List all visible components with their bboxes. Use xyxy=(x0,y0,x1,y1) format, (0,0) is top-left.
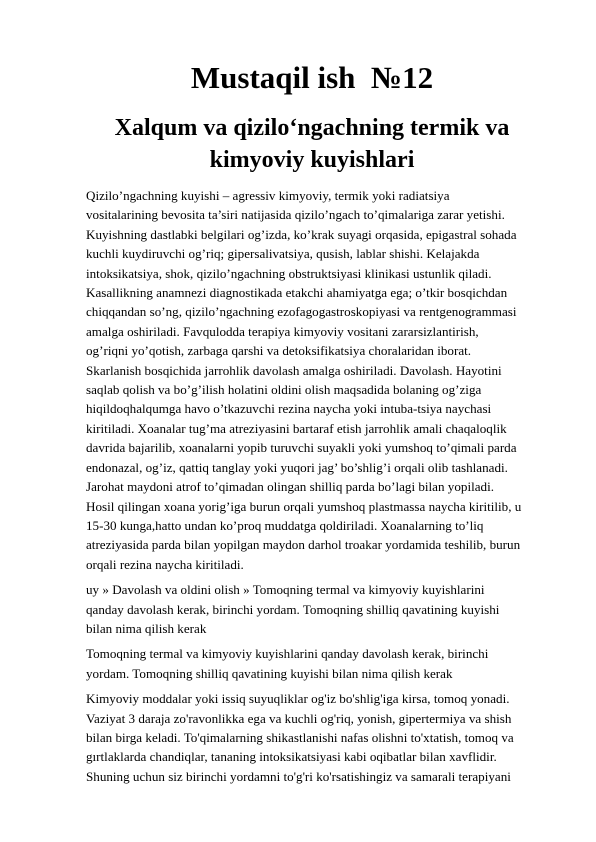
paragraph-line: Kimyoviy moddalar yoki issiq suyuqliklar og'iz bo'shlig'iga kirsa, tomoq yonadi. xyxy=(86,691,510,707)
paragraph-line: Jarohat maydoni atrof to’qimadan olingan shilliq parda bo’lagi bilan yopiladi. xyxy=(86,479,494,495)
paragraph-line: saqlab qolish va bo’g’ilish holatini oldini olish maqsadida bolaning og’ziga xyxy=(86,382,482,398)
paragraph-line: amalga oshiriladi. Favqulodda terapiya kimyoviy vositani zararsizlantirish, xyxy=(86,323,479,339)
paragraph-line: Skarlanish bosqichida jarrohlik davolash amalga oshiriladi. Davolash. Hayotini xyxy=(86,362,502,378)
paragraph-line: Kuyishning dastlabki belgilari og’izda, ko’krak suyagi orqasida, epigastral sohada xyxy=(86,226,517,242)
document-subtitle xyxy=(86,112,538,176)
paragraph xyxy=(86,580,538,638)
paragraph-line: davrida bajarilib, xoanalarni yopib turuvchi suyakli yoki yumshoq to’qimali parda xyxy=(86,440,517,456)
paragraph-line: intoksikatsiya, shok, qizilo’ngachning obstruktsiyasi klinikasi ustunlik qiladi. xyxy=(86,265,492,281)
paragraph xyxy=(86,644,538,683)
subtitle-line: kimyoviy kuyishlari xyxy=(209,147,415,173)
paragraph-line: uy » Davolash va oldini olish » Tomoqning termal va kimyoviy kuyishlarini xyxy=(86,582,485,598)
paragraph xyxy=(86,689,538,786)
paragraph-line: orqali rezina naycha kiritiladi. xyxy=(86,556,244,572)
paragraph-line: kiritiladi. Xoanalar tug’ma atreziyasini bartaraf etish jarrohlik amali chaqaloqlik xyxy=(86,420,507,436)
document-body xyxy=(86,186,538,786)
paragraph-line: 15-30 kunga,hatto undan ko’proq muddatga qoldiriladi. Xoanalarning to’liq xyxy=(86,517,484,533)
paragraph-line: atreziyasida parda bilan yopilgan maydon darhol troakar yordamida teshilib, burun xyxy=(86,537,521,553)
paragraph-line: yordam. Tomoqning shilliq qavatining kuyishi bilan nima qilish kerak xyxy=(86,665,453,681)
paragraph-line: Vaziyat 3 daraja zo'ravonlikka ega va kuchli og'riq, yonish, gipertermiya va shish xyxy=(86,710,512,726)
paragraph-line: bilan nima qilish kerak xyxy=(86,620,207,636)
paragraph-line: qanday davolash kerak, birinchi yordam. Tomoqning shilliq qavatining kuyishi xyxy=(86,601,500,617)
paragraph-line: kuchli kuydiruvchi og’riq; gipersalivatsiya, qusish, lablar shishi. Kelajakda xyxy=(86,246,480,262)
paragraph-line: og’riqni yo’qotish, zarbaga qarshi va detoksifikatsiya choralaridan iborat. xyxy=(86,343,472,359)
paragraph-line: endonazal, og’iz, qattiq tanglay yoki yuqori jag’ bo’shlig’i orqali olib tashlanadi. xyxy=(86,459,508,475)
paragraph-line: vositalarining bevosita ta’siri natijasida qizilo’ngach to’qimalariga zarar yetishi. xyxy=(86,207,505,223)
paragraph xyxy=(86,186,538,574)
subtitle-line: Xalqum va qizilo‘ngachning termik va xyxy=(114,115,510,141)
document-title: Mustaqil ish №12 xyxy=(190,60,434,95)
paragraph-line: bilan birga keladi. To'qimalarning shikastlanishi nafas olishni to'xtatish, tomoq va xyxy=(86,729,514,745)
paragraph-line: hiqildoqhalqumga havo o’tkazuvchi rezina naycha yoki intuba-tsiya naychasi xyxy=(86,401,492,417)
paragraph-line: Shuning uchun siz birinchi yordamni to'g'ri ko'rsatishingiz va samarali terapiyani xyxy=(86,768,511,784)
paragraph-line: chiqqandan so’ng, qizilo’ngachning ezofagogastroskopiyasi va rentgenogrammasi xyxy=(86,304,517,320)
paragraph-line: Qizilo’ngachning kuyishi – agressiv kimyoviy, termik yoki radiatsiya xyxy=(86,188,450,203)
paragraph-line: gırtlaklarda chandiqlar, tananing intoksikatsiyasi kabi oqibatlar bilan xavflidir. xyxy=(86,749,497,765)
paragraph-line: Kasallikning anamnezi diagnostikada etakchi ahamiyatga ega; o’tkir bosqichdan xyxy=(86,285,508,301)
paragraph-line: Tomoqning termal va kimyoviy kuyishlarini qanday davolash kerak, birinchi xyxy=(86,646,489,662)
paragraph-line: Hosil qilingan xoana yorig’iga burun orqali yumshoq plastmassa naycha kiritilib, u xyxy=(86,498,522,514)
